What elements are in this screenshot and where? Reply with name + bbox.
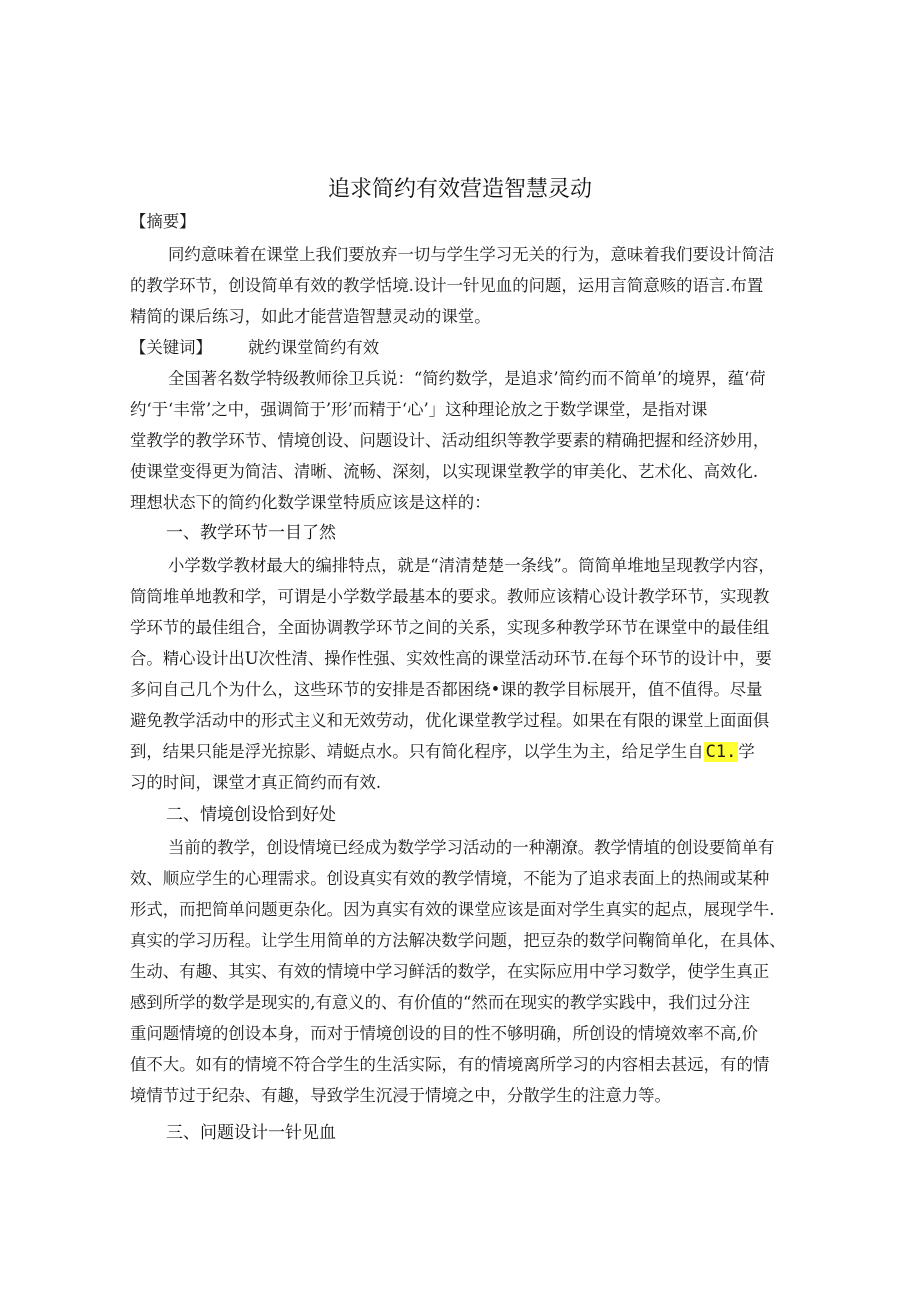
highlighted-text: C1. xyxy=(705,742,737,762)
section2-line: 值不大。如有的情境不符合学生的生活实际，有的情境离所学习的内容相去甚远，有的情 xyxy=(130,1055,770,1074)
section1-line: 筒筒堆单地教和学，可谓是小学数学最基本的要求。教师应该精心设计教学环节，实现教 xyxy=(130,587,770,606)
section-heading-2: 二、情境创设恰到好处 xyxy=(166,805,336,825)
section2-line: 境情节过于纪杂、有趣，导致学生沉浸于情境之中，分散学生的注意力等。 xyxy=(130,1086,671,1105)
section2-line: 生动、有趣、其实、有效的情境中学习鲜活的数学，在实际应用中学习数学，使学生真正 xyxy=(130,962,770,981)
section2-line: 当前的教学，创设情境已经成为数学学习活动的一种潮潦。教学情埴的创设要简单有 xyxy=(168,838,775,857)
section1-line: 合。精心设计出U次性清、操作性强、实效性高的课堂活动环节.在每个环节的设计中，要 xyxy=(130,649,772,668)
document-title: 追求简约有效营造智慧灵动 xyxy=(327,177,592,202)
section1-line-text: 到，结果只能是浮光掠影、靖蜓点水。只有简化程序，以学生为主，给足学生自 xyxy=(130,742,704,761)
section1-line: 避免教学活动中的形式主义和无效劳动，优化课堂教学过程。如果在有限的课堂上面面俱 xyxy=(130,711,770,730)
intro-line: 理想状态下的简约化数学课堂特质应该是这样的： xyxy=(130,493,491,512)
section2-line: 效、顺应学生的心理需求。创设真实有效的教学情境，不能为了追求表面上的热闹或某种 xyxy=(130,869,770,888)
section1-line: 小学数学教材最大的编排特点，就是“清清楚楚一条线”。筒简单堆地呈现教学内容， xyxy=(168,556,775,575)
section1-line: 多问自己几个为什么，这些环节的安排是否都困绕•课的教学目标展开，值不值得。尽量 xyxy=(130,680,763,699)
section2-line: 重问题情境的创设本身，而对于情境创设的目的性不够明确，所创设的情境效率不高,价 xyxy=(130,1024,759,1043)
section2-line: 感到所学的数学是现实的,有意义的、有价值的“然而在现实的教学实践中，我们过分注 xyxy=(130,993,751,1012)
abstract-line: 同约意味着在课堂上我们要放弃一切与学生学习无关的行为，意味着我们要设计简洁 xyxy=(168,245,775,264)
intro-line: 使课堂变得更为简洁、清晰、流畅、深刻，以实现课堂教学的审美化、艺术化、高效化. xyxy=(130,462,759,481)
intro-line: 约‘于‘丰常’之中，强调简于’形’而精于‘心’」这种理论放之于数学课堂，是指对课 xyxy=(130,400,708,419)
section2-line: 形式，而把简单问题更杂化。因为真实有效的课堂应该是面对学生真实的起点，展现学牛. xyxy=(130,900,775,919)
abstract-label: 【摘要】 xyxy=(130,212,196,231)
section1-line-text: 学 xyxy=(738,742,755,761)
section1-line: 学环节的最佳组合，全面协调教学环节之间的关系，实现多种教学环节在课堂中的最佳组 xyxy=(130,618,770,637)
abstract-line: 的教学环节，创设简单有效的教学恬境.设计一针见血的问题，运用言简意赅的语言.布置 xyxy=(130,276,764,295)
section1-line: 习的时间，课堂才真正简约而有效. xyxy=(130,773,382,792)
keywords-text: 就约课堂简约有效 xyxy=(248,338,380,357)
section-heading-3: 三、问题设计一针见血 xyxy=(166,1123,336,1143)
intro-line: 全国著名数学特级教师徐卫兵说：“简约数学，是追求’简约而不简单’的境界，蕴‘荷 xyxy=(168,369,766,388)
section1-line-highlighted xyxy=(130,742,790,762)
section2-line: 真实的学习历程。让学生用简单的方法解决数学问题，把豆杂的数学问鞠简单化，在具体、 xyxy=(130,931,786,950)
intro-line: 堂教学的教学环节、情境创设、问题设计、活动组织等教学要素的精确把握和经济妙用， xyxy=(130,431,770,450)
keywords-label: 【关键词】 xyxy=(130,338,212,357)
abstract-line: 精简的课后练习，如此才能营造智慧灵动的课堂。 xyxy=(130,307,491,326)
keywords-row xyxy=(130,338,790,358)
section-heading-1: 一、教学环节一目了然 xyxy=(166,523,336,543)
